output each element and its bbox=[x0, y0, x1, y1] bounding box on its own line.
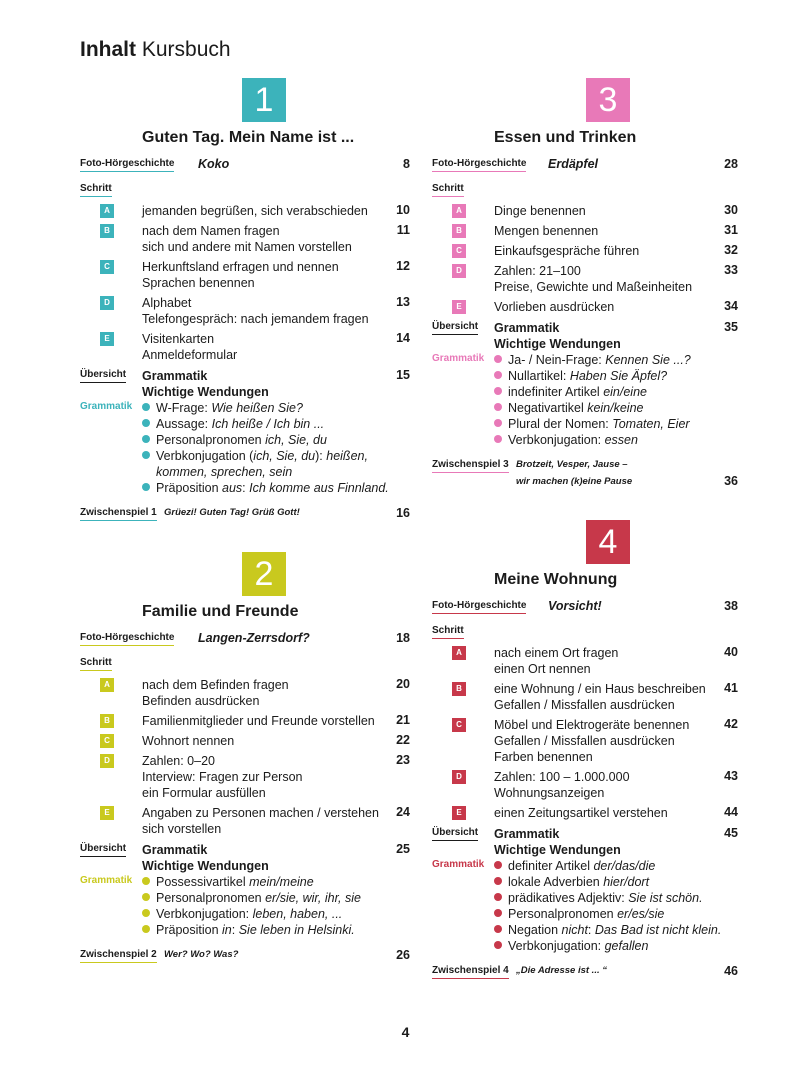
bullet-dot bbox=[142, 467, 150, 475]
unit-title[interactable]: Essen und Trinken bbox=[494, 129, 637, 146]
bullet-dot bbox=[494, 371, 502, 379]
bullet-dot bbox=[494, 925, 502, 933]
story-label: Foto-Hörgeschichte bbox=[80, 158, 174, 172]
step-page: 21 bbox=[396, 713, 410, 727]
grammar-text: : bbox=[231, 923, 239, 937]
overview-page: 35 bbox=[724, 320, 738, 334]
step-page: 13 bbox=[396, 295, 410, 309]
grammar-item bbox=[142, 448, 368, 464]
steps-label: Schritt bbox=[432, 625, 464, 639]
step-text: Alphabet bbox=[142, 296, 192, 310]
step-text: Visitenkarten bbox=[142, 332, 215, 346]
bullet-dot bbox=[142, 877, 150, 885]
grammar-label: Grammatik bbox=[432, 859, 485, 870]
grammar-label: Grammatik bbox=[80, 401, 133, 412]
interlude-label: Zwischenspiel 3 bbox=[432, 459, 509, 473]
grammar-item bbox=[142, 906, 342, 922]
grammar-item bbox=[494, 352, 691, 368]
grammar-text: Negation bbox=[508, 923, 562, 937]
step-text: Telefongespräch: nach jemandem fragen bbox=[142, 312, 369, 326]
grammar-example: ein/eine bbox=[603, 385, 647, 399]
grammar-text: Verbkonjugation ( bbox=[156, 449, 254, 463]
step-letter-badge: C bbox=[100, 734, 114, 748]
grammar-item bbox=[142, 890, 361, 906]
steps-label: Schritt bbox=[432, 183, 464, 197]
grammar-text: Negativartikel bbox=[508, 401, 588, 415]
step-text: nach dem Befinden fragen bbox=[142, 678, 289, 692]
grammar-example: ich, Sie, du bbox=[253, 449, 316, 463]
grammar-item bbox=[142, 416, 324, 432]
story-title[interactable]: Koko bbox=[198, 157, 230, 171]
grammar-example: leben, haben, ... bbox=[252, 907, 343, 921]
step-page: 11 bbox=[396, 223, 410, 237]
grammar-example: Kennen Sie ...? bbox=[605, 353, 691, 367]
bullet-dot bbox=[142, 435, 150, 443]
interlude-page: 36 bbox=[724, 474, 738, 488]
bullet-dot bbox=[494, 403, 502, 411]
grammar-item bbox=[142, 480, 389, 496]
grammar-example: essen bbox=[604, 433, 638, 447]
grammar-example: Wie heißen Sie? bbox=[211, 401, 303, 415]
step-letter-badge: E bbox=[100, 332, 114, 346]
step-page: 43 bbox=[724, 769, 738, 783]
step-text: Gefallen / Missfallen ausdrücken bbox=[494, 698, 675, 712]
interlude-label: Zwischenspiel 1 bbox=[80, 507, 157, 521]
step-text: einen Zeitungsartikel verstehen bbox=[494, 806, 668, 820]
interlude-title[interactable]: „Die Adresse ist ... “ bbox=[516, 965, 607, 976]
bullet-dot bbox=[142, 909, 150, 917]
step-text: nach dem Namen fragen bbox=[142, 224, 280, 238]
step-text: sich vorstellen bbox=[142, 822, 222, 836]
unit-title[interactable]: Familie und Freunde bbox=[142, 603, 299, 620]
grammar-example: in bbox=[222, 923, 232, 937]
phrases-heading: Wichtige Wendungen bbox=[494, 337, 621, 351]
step-text: sich und andere mit Namen vorstellen bbox=[142, 240, 352, 254]
grammar-example: der/das/die bbox=[593, 859, 656, 873]
grammar-text: Verbkonjugation: bbox=[156, 907, 253, 921]
grammar-example: kommen, sprechen, sein bbox=[156, 465, 293, 479]
interlude-title[interactable]: Wer? Wo? Was? bbox=[164, 949, 239, 960]
bullet-dot bbox=[494, 387, 502, 395]
bullet-dot bbox=[494, 435, 502, 443]
story-label: Foto-Hörgeschichte bbox=[432, 600, 526, 614]
grammar-heading: Grammatik bbox=[494, 827, 560, 841]
overview-label: Übersicht bbox=[80, 369, 126, 383]
grammar-heading: Grammatik bbox=[142, 369, 208, 383]
grammar-example: Haben Sie Äpfel? bbox=[569, 369, 668, 383]
bullet-dot bbox=[142, 403, 150, 411]
step-letter-badge: A bbox=[100, 204, 114, 218]
step-text: Zahlen: 100 – 1.000.000 bbox=[494, 770, 630, 784]
overview-page: 15 bbox=[396, 368, 410, 382]
interlude-page: 26 bbox=[396, 948, 410, 962]
bullet-dot bbox=[142, 483, 150, 491]
grammar-text: definiter Artikel bbox=[508, 859, 594, 873]
story-title[interactable]: Vorsicht! bbox=[548, 599, 602, 613]
bullet-dot bbox=[494, 909, 502, 917]
interlude-title-line2[interactable]: wir machen (k)eine Pause bbox=[516, 476, 633, 487]
step-letter-badge: E bbox=[452, 806, 466, 820]
step-letter-badge: C bbox=[100, 260, 114, 274]
step-text: eine Wohnung / ein Haus beschreiben bbox=[494, 682, 706, 696]
interlude-label: Zwischenspiel 2 bbox=[80, 949, 157, 963]
grammar-item bbox=[494, 416, 690, 432]
grammar-text: Nullartikel: bbox=[508, 369, 570, 383]
phrases-heading: Wichtige Wendungen bbox=[142, 385, 269, 399]
step-text: Gefallen / Missfallen ausdrücken bbox=[494, 734, 675, 748]
step-text: Farben benennen bbox=[494, 750, 593, 764]
bullet-dot bbox=[494, 893, 502, 901]
grammar-example: er/es/sie bbox=[617, 907, 665, 921]
unit-title[interactable]: Meine Wohnung bbox=[494, 571, 618, 588]
grammar-item bbox=[494, 922, 721, 938]
bullet-dot bbox=[494, 941, 502, 949]
grammar-text: Personalpronomen bbox=[156, 433, 266, 447]
grammar-example: Ich heiße / Ich bin ... bbox=[211, 417, 325, 431]
grammar-example: Tomaten, Eier bbox=[612, 417, 690, 431]
grammar-label: Grammatik bbox=[432, 353, 485, 364]
step-text: Interview: Fragen zur Person bbox=[142, 770, 303, 784]
step-page: 42 bbox=[724, 717, 738, 731]
step-letter-badge: B bbox=[452, 224, 466, 238]
step-letter-badge: E bbox=[452, 300, 466, 314]
step-letter-badge: A bbox=[452, 646, 466, 660]
step-text: jemanden begrüßen, sich verabschieden bbox=[142, 204, 368, 218]
step-page: 33 bbox=[724, 263, 738, 277]
step-page: 10 bbox=[396, 203, 410, 217]
step-text: Vorlieben ausdrücken bbox=[494, 300, 615, 314]
step-page: 32 bbox=[724, 243, 738, 257]
step-text: Zahlen: 0–20 bbox=[142, 754, 215, 768]
grammar-text: indefiniter Artikel bbox=[508, 385, 604, 399]
step-page: 22 bbox=[396, 733, 410, 747]
bullet-dot bbox=[142, 451, 150, 459]
story-label: Foto-Hörgeschichte bbox=[432, 158, 526, 172]
story-page: 8 bbox=[403, 157, 410, 171]
step-letter-badge: B bbox=[452, 682, 466, 696]
step-letter-badge: B bbox=[100, 224, 114, 238]
interlude-page: 46 bbox=[724, 964, 738, 978]
grammar-text: Aussage: bbox=[156, 417, 212, 431]
interlude-label: Zwischenspiel 4 bbox=[432, 965, 509, 979]
grammar-text: : bbox=[242, 481, 250, 495]
overview-label: Übersicht bbox=[80, 843, 126, 857]
interlude-page: 16 bbox=[396, 506, 410, 520]
title-bold: Inhalt bbox=[80, 38, 136, 61]
unit-number-badge: 4 bbox=[586, 520, 630, 564]
grammar-item bbox=[142, 922, 355, 938]
grammar-item bbox=[494, 368, 667, 384]
grammar-example: Sie ist schön. bbox=[628, 891, 703, 905]
grammar-text: Präposition bbox=[156, 481, 223, 495]
step-letter-badge: D bbox=[452, 770, 466, 784]
grammar-text: Possessivartikel bbox=[156, 875, 250, 889]
step-text: Preise, Gewichte und Maßeinheiten bbox=[494, 280, 693, 294]
step-text: Dinge benennen bbox=[494, 204, 586, 218]
step-letter-badge: D bbox=[100, 296, 114, 310]
step-letter-badge: D bbox=[100, 754, 114, 768]
step-page: 24 bbox=[396, 805, 410, 819]
overview-page: 45 bbox=[724, 826, 738, 840]
grammar-item bbox=[142, 400, 303, 416]
step-page: 41 bbox=[724, 681, 738, 695]
step-text: Mengen benennen bbox=[494, 224, 599, 238]
grammar-example: gefallen bbox=[604, 939, 649, 953]
story-label: Foto-Hörgeschichte bbox=[80, 632, 174, 646]
step-page: 20 bbox=[396, 677, 410, 691]
bullet-dot bbox=[494, 861, 502, 869]
step-text: Angaben zu Personen machen / verstehen bbox=[142, 806, 379, 820]
step-text: Herkunftsland erfragen und nennen bbox=[142, 260, 339, 274]
grammar-text: Verbkonjugation: bbox=[508, 433, 605, 447]
phrases-heading: Wichtige Wendungen bbox=[142, 859, 269, 873]
grammar-example: nicht bbox=[561, 923, 588, 937]
story-title[interactable]: Erdäpfel bbox=[548, 157, 599, 171]
step-page: 34 bbox=[724, 299, 738, 313]
grammar-text: lokale Adverbien bbox=[508, 875, 604, 889]
grammar-text: Plural der Nomen: bbox=[508, 417, 613, 431]
step-page: 44 bbox=[724, 805, 738, 819]
grammar-text: Personalpronomen bbox=[156, 891, 266, 905]
unit-number-badge: 3 bbox=[586, 78, 630, 122]
bullet-dot bbox=[494, 355, 502, 363]
step-page: 12 bbox=[396, 259, 410, 273]
interlude-title[interactable]: Brotzeit, Vesper, Jause – bbox=[516, 459, 628, 470]
steps-label: Schritt bbox=[80, 657, 112, 671]
step-letter-badge: C bbox=[452, 718, 466, 732]
grammar-text: Ja- / Nein-Frage: bbox=[508, 353, 606, 367]
grammar-item bbox=[142, 432, 327, 448]
grammar-item bbox=[494, 938, 648, 954]
grammar-item bbox=[494, 906, 664, 922]
step-text: Anmeldeformular bbox=[142, 348, 238, 362]
grammar-example: mein/meine bbox=[249, 875, 314, 889]
phrases-heading: Wichtige Wendungen bbox=[494, 843, 621, 857]
interlude-title[interactable]: Grüezi! Guten Tag! Grüß Gott! bbox=[164, 507, 300, 518]
bullet-dot bbox=[494, 419, 502, 427]
step-text: nach einem Ort fragen bbox=[494, 646, 619, 660]
grammar-example: ich, Sie, du bbox=[265, 433, 327, 447]
unit-number-badge: 1 bbox=[242, 78, 286, 122]
grammar-text: prädikatives Adjektiv: bbox=[508, 891, 629, 905]
step-page: 31 bbox=[724, 223, 738, 237]
step-text: ein Formular ausfüllen bbox=[142, 786, 266, 800]
grammar-text: Präposition bbox=[156, 923, 223, 937]
step-letter-badge: D bbox=[452, 264, 466, 278]
step-text: Familienmitglieder und Freunde vorstellen bbox=[142, 714, 375, 728]
grammar-text: Verbkonjugation: bbox=[508, 939, 605, 953]
unit-title[interactable]: Guten Tag. Mein Name ist ... bbox=[142, 129, 355, 146]
steps-label: Schritt bbox=[80, 183, 112, 197]
step-text: Befinden ausdrücken bbox=[142, 694, 260, 708]
grammar-item bbox=[494, 432, 638, 448]
grammar-text: W-Frage: bbox=[156, 401, 212, 415]
grammar-item bbox=[494, 858, 655, 874]
step-page: 40 bbox=[724, 645, 738, 659]
step-text: Wohnort nennen bbox=[142, 734, 235, 748]
unit-number-badge: 2 bbox=[242, 552, 286, 596]
bullet-dot bbox=[142, 925, 150, 933]
step-letter-badge: C bbox=[452, 244, 466, 258]
grammar-item bbox=[494, 384, 647, 400]
step-page: 14 bbox=[396, 331, 410, 345]
step-letter-badge: E bbox=[100, 806, 114, 820]
story-title[interactable]: Langen-Zerrsdorf? bbox=[198, 631, 310, 645]
step-text: einen Ort nennen bbox=[494, 662, 591, 676]
step-letter-badge: B bbox=[100, 714, 114, 728]
grammar-item bbox=[142, 464, 292, 480]
story-page: 38 bbox=[724, 599, 738, 613]
step-text: Einkaufsgespräche führen bbox=[494, 244, 640, 258]
story-page: 18 bbox=[396, 631, 410, 645]
bullet-dot bbox=[142, 893, 150, 901]
grammar-example: hier/dort bbox=[603, 875, 650, 889]
step-page: 30 bbox=[724, 203, 738, 217]
grammar-item bbox=[494, 400, 644, 416]
page-title bbox=[80, 38, 231, 62]
grammar-example: Sie leben in Helsinki. bbox=[238, 923, 355, 937]
grammar-example: kein/keine bbox=[587, 401, 644, 415]
step-letter-badge: A bbox=[452, 204, 466, 218]
grammar-item bbox=[494, 874, 649, 890]
title-rest: Kursbuch bbox=[136, 38, 231, 61]
grammar-example: Das Bad ist nicht klein. bbox=[594, 923, 722, 937]
grammar-item bbox=[494, 890, 703, 906]
overview-page: 25 bbox=[396, 842, 410, 856]
grammar-label: Grammatik bbox=[80, 875, 133, 886]
overview-label: Übersicht bbox=[432, 827, 478, 841]
grammar-example: Ich komme aus Finnland. bbox=[249, 481, 389, 495]
bullet-dot bbox=[142, 419, 150, 427]
step-letter-badge: A bbox=[100, 678, 114, 692]
grammar-text: ): bbox=[315, 449, 327, 463]
page-number: 4 bbox=[401, 1024, 410, 1040]
step-text: Zahlen: 21–100 bbox=[494, 264, 581, 278]
step-text: Sprachen benennen bbox=[142, 276, 255, 290]
grammar-example: heißen, bbox=[326, 449, 368, 463]
grammar-item bbox=[142, 874, 314, 890]
bullet-dot bbox=[494, 877, 502, 885]
overview-label: Übersicht bbox=[432, 321, 478, 335]
grammar-text: : bbox=[587, 923, 595, 937]
step-text: Wohnungsanzeigen bbox=[494, 786, 605, 800]
grammar-example: er/sie, wir, ihr, sie bbox=[265, 891, 361, 905]
story-page: 28 bbox=[724, 157, 738, 171]
grammar-text: Personalpronomen bbox=[508, 907, 618, 921]
step-text: Möbel und Elektrogeräte benennen bbox=[494, 718, 690, 732]
grammar-example: aus bbox=[222, 481, 243, 495]
step-page: 23 bbox=[396, 753, 410, 767]
grammar-heading: Grammatik bbox=[494, 321, 560, 335]
grammar-heading: Grammatik bbox=[142, 843, 208, 857]
